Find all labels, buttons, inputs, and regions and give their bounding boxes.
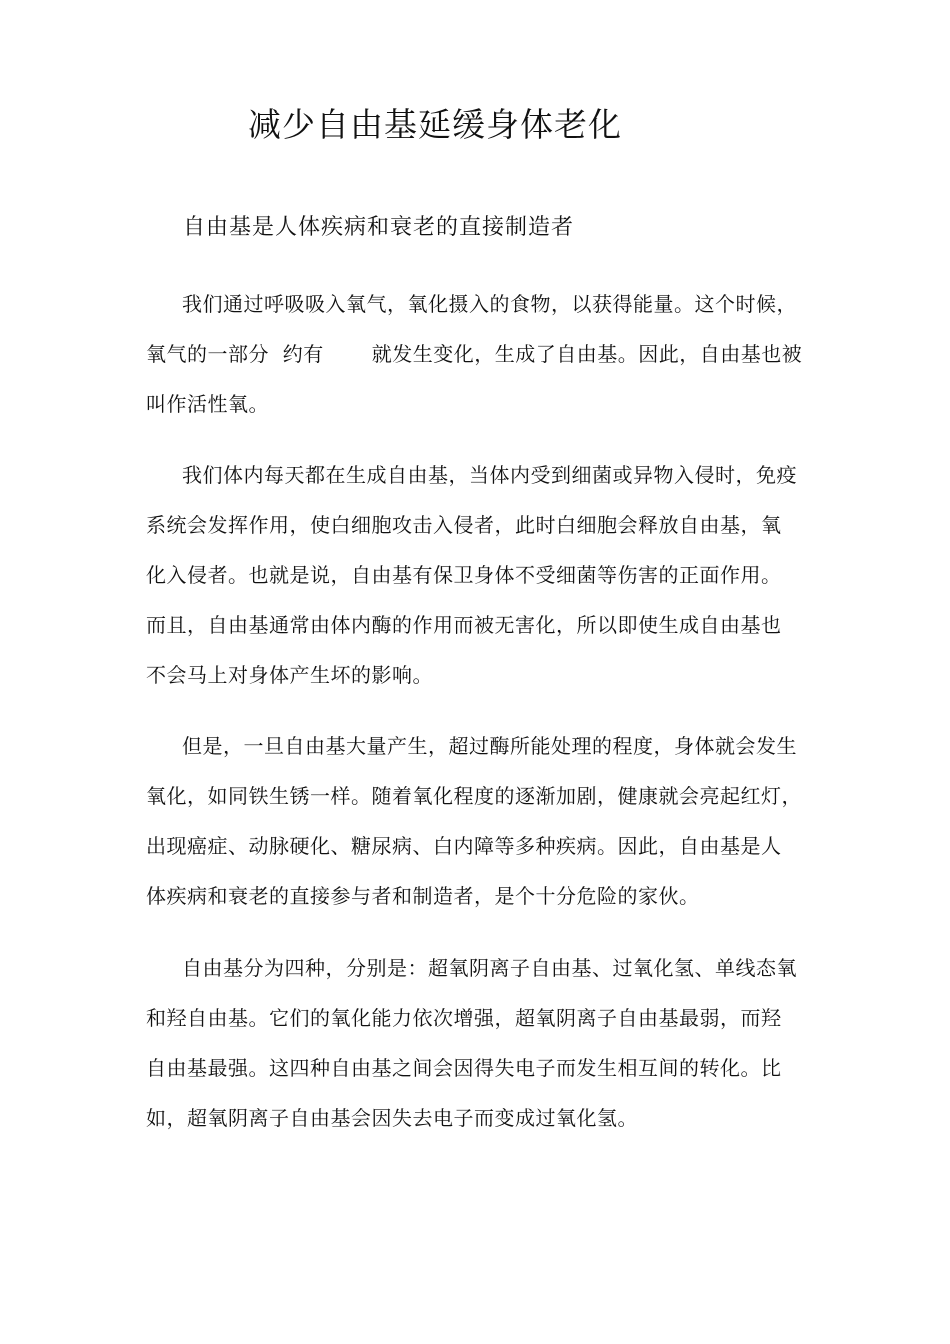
paragraph-1-line-1: 我们通过呼吸吸入氧气，氧化摄入的食物，以获得能量。这个时候， (182, 292, 797, 316)
paragraph-3-line-4: 体疾病和衰老的直接参与者和制造者，是个十分危险的家伙。 (146, 884, 700, 908)
document-subtitle: 自由基是人体疾病和衰老的直接制造者 (183, 215, 575, 240)
paragraph-3-line-2: 氧化，如同铁生锈一样。随着氧化程度的逐渐加剧，健康就会亮起红灯， (146, 784, 802, 808)
paragraph-2-line-4: 而且，自由基通常由体内酶的作用而被无害化，所以即使生成自由基也 (146, 613, 782, 637)
paragraph-3-line-1: 但是，一旦自由基大量产生，超过酶所能处理的程度，身体就会发生 (182, 734, 797, 758)
paragraph-2-line-5: 不会马上对身体产生坏的影响。 (146, 663, 433, 687)
paragraph-2-line-2: 系统会发挥作用，使白细胞攻击入侵者，此时白细胞会释放自由基，氧 (146, 513, 782, 537)
paragraph-3-line-3: 出现癌症、动脉硬化、糖尿病、白内障等多种疾病。因此，自由基是人 (146, 834, 782, 858)
paragraph-4-line-2: 和羟自由基。它们的氧化能力依次增强，超氧阴离子自由基最弱，而羟 (146, 1006, 782, 1030)
paragraph-1-line-2: 氧气的一部分 约有 就发生变化，生成了自由基。因此，自由基也被 (146, 342, 803, 366)
paragraph-4-line-1: 自由基分为四种，分别是：超氧阴离子自由基、过氧化氢、单线态氧 (182, 956, 797, 980)
paragraph-1-line-3: 叫作活性氧。 (146, 392, 269, 416)
paragraph-4-line-3: 自由基最强。这四种自由基之间会因得失电子而发生相互间的转化。比 (146, 1056, 782, 1080)
document-title: 减少自由基延缓身体老化 (248, 105, 622, 144)
paragraph-2-line-3: 化入侵者。也就是说，自由基有保卫身体不受细菌等伤害的正面作用。 (146, 563, 782, 587)
paragraph-4-line-4: 如，超氧阴离子自由基会因失去电子而变成过氧化氢。 (146, 1106, 638, 1130)
paragraph-2-line-1: 我们体内每天都在生成自由基，当体内受到细菌或异物入侵时，免疫 (182, 463, 797, 487)
